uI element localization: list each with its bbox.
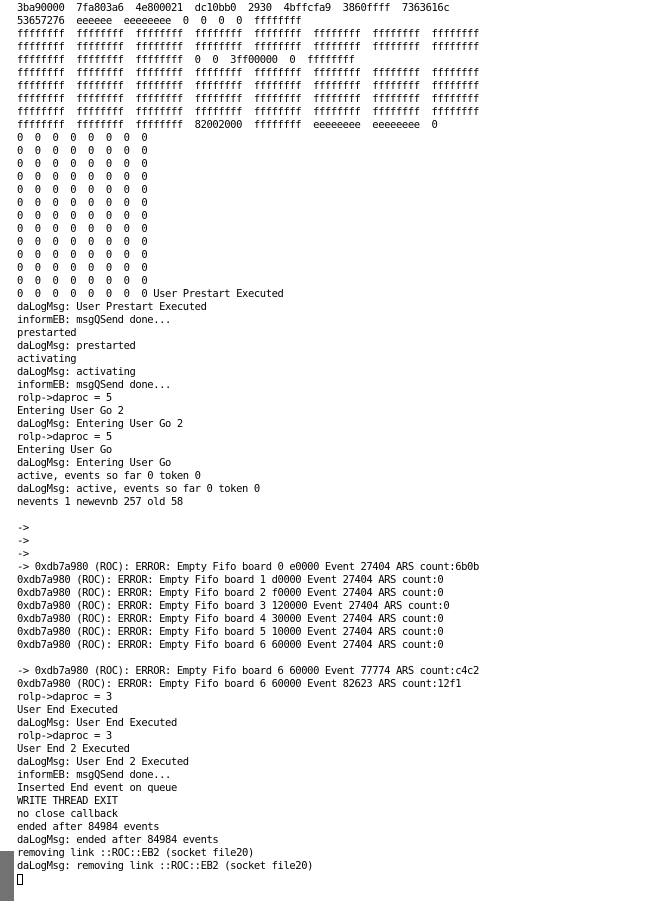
terminal-line: 0xdb7a980 (ROC): ERROR: Empty Fifo board 2 f0000 Event 27404 ARS count:0 bbox=[17, 587, 444, 599]
terminal-line: 0 0 0 0 0 0 0 0 bbox=[17, 236, 148, 248]
terminal-line: 0xdb7a980 (ROC): ERROR: Empty Fifo board 1 d0000 Event 27404 ARS count:0 bbox=[17, 574, 444, 586]
terminal-output bbox=[17, 2, 647, 885]
scrollbar-thumb[interactable] bbox=[0, 851, 14, 901]
terminal-line bbox=[17, 652, 647, 665]
terminal-scrollbar[interactable] bbox=[0, 0, 14, 901]
terminal-line: 0 0 0 0 0 0 0 0 bbox=[17, 262, 148, 274]
terminal-line: 0 0 0 0 0 0 0 0 bbox=[17, 171, 148, 183]
terminal-line: 0 0 0 0 0 0 0 0 bbox=[17, 158, 148, 170]
terminal-line: rolp->daproc = 3 bbox=[17, 691, 112, 703]
terminal-line: Entering User Go bbox=[17, 444, 112, 456]
terminal-line: 0 0 0 0 0 0 0 0 bbox=[17, 210, 148, 222]
terminal-line: 0xdb7a980 (ROC): ERROR: Empty Fifo board 6 60000 Event 82623 ARS count:12f1 bbox=[17, 678, 462, 690]
terminal-line: ffffffff ffffffff ffffffff ffffffff ffffffff ffffffff ffffffff ffffffff bbox=[17, 41, 479, 53]
terminal-line: 0xdb7a980 (ROC): ERROR: Empty Fifo board 5 10000 Event 27404 ARS count:0 bbox=[17, 626, 444, 638]
terminal-line: daLogMsg: ended after 84984 events bbox=[17, 834, 219, 846]
terminal-line: no close callback bbox=[17, 808, 118, 820]
terminal-line: ffffffff ffffffff ffffffff ffffffff ffffffff ffffffff ffffffff ffffffff bbox=[17, 80, 479, 92]
terminal-line: active, events so far 0 token 0 bbox=[17, 470, 201, 482]
terminal-line: -> bbox=[17, 535, 29, 547]
terminal-line: informEB: msgQSend done... bbox=[17, 769, 171, 781]
terminal-line: 0 0 0 0 0 0 0 0 User Prestart Executed bbox=[17, 288, 284, 300]
terminal-line: 0 0 0 0 0 0 0 0 bbox=[17, 249, 148, 261]
terminal-line: ffffffff ffffffff ffffffff 82002000 ffffffff eeeeeeee eeeeeeee 0 bbox=[17, 119, 438, 131]
terminal-line: Entering User Go 2 bbox=[17, 405, 124, 417]
terminal-line: daLogMsg: User End Executed bbox=[17, 717, 177, 729]
terminal-line: -> bbox=[17, 548, 29, 560]
terminal-line: 0xdb7a980 (ROC): ERROR: Empty Fifo board 4 30000 Event 27404 ARS count:0 bbox=[17, 613, 444, 625]
terminal-line: daLogMsg: Entering User Go 2 bbox=[17, 418, 183, 430]
terminal-line: rolp->daproc = 3 bbox=[17, 730, 112, 742]
terminal-line: daLogMsg: User End 2 Executed bbox=[17, 756, 189, 768]
terminal-line: daLogMsg: removing link ::ROC::EB2 (socket file20) bbox=[17, 860, 314, 872]
terminal-line: -> 0xdb7a980 (ROC): ERROR: Empty Fifo board 6 60000 Event 77774 ARS count:c4c2 bbox=[17, 665, 479, 677]
terminal-line: WRITE THREAD EXIT bbox=[17, 795, 118, 807]
terminal-line: ffffffff ffffffff ffffffff ffffffff ffffffff ffffffff ffffffff ffffffff bbox=[17, 106, 479, 118]
terminal-line: 0xdb7a980 (ROC): ERROR: Empty Fifo board 3 120000 Event 27404 ARS count:0 bbox=[17, 600, 450, 612]
terminal-line: daLogMsg: activating bbox=[17, 366, 136, 378]
terminal-line: 0 0 0 0 0 0 0 0 bbox=[17, 223, 148, 235]
terminal-line: Inserted End event on queue bbox=[17, 782, 177, 794]
terminal-line: 0 0 0 0 0 0 0 0 bbox=[17, 132, 148, 144]
terminal-line: 0 0 0 0 0 0 0 0 bbox=[17, 145, 148, 157]
terminal-line: 0xdb7a980 (ROC): ERROR: Empty Fifo board 6 60000 Event 27404 ARS count:0 bbox=[17, 639, 444, 651]
terminal-line: ffffffff ffffffff ffffffff 0 0 3ff00000 0 ffffffff bbox=[17, 54, 355, 66]
terminal-line: ffffffff ffffffff ffffffff ffffffff ffffffff ffffffff ffffffff ffffffff bbox=[17, 93, 479, 105]
terminal-line: nevents 1 newevnb 257 old 58 bbox=[17, 496, 183, 508]
terminal-line: informEB: msgQSend done... bbox=[17, 379, 171, 391]
terminal-line: ffffffff ffffffff ffffffff ffffffff ffffffff ffffffff ffffffff ffffffff bbox=[17, 28, 479, 40]
terminal-line: User End 2 Executed bbox=[17, 743, 130, 755]
terminal-line: 53657276 eeeeee eeeeeeee 0 0 0 0 ffffffff bbox=[17, 15, 302, 27]
terminal-line: -> bbox=[17, 522, 29, 534]
terminal-line: ffffffff ffffffff ffffffff ffffffff ffffffff ffffffff ffffffff ffffffff bbox=[17, 67, 479, 79]
terminal-line: daLogMsg: Entering User Go bbox=[17, 457, 171, 469]
terminal-line: 0 0 0 0 0 0 0 0 bbox=[17, 197, 148, 209]
terminal-line: rolp->daproc = 5 bbox=[17, 392, 112, 404]
terminal-line: ended after 84984 events bbox=[17, 821, 160, 833]
terminal-line: 0 0 0 0 0 0 0 0 bbox=[17, 184, 148, 196]
terminal-line: 3ba90000 7fa803a6 4e800021 dc10bb0 2930 4bffcfa9 3860ffff 7363616c bbox=[17, 2, 450, 14]
terminal-line: activating bbox=[17, 353, 77, 365]
terminal-line: daLogMsg: prestarted bbox=[17, 340, 136, 352]
terminal-line: informEB: msgQSend done... bbox=[17, 314, 171, 326]
terminal-line: rolp->daproc = 5 bbox=[17, 431, 112, 443]
text-cursor[interactable] bbox=[17, 874, 23, 885]
terminal-line bbox=[17, 509, 647, 522]
terminal-line: daLogMsg: User Prestart Executed bbox=[17, 301, 207, 313]
terminal-line: User End Executed bbox=[17, 704, 118, 716]
terminal-line: removing link ::ROC::EB2 (socket file20) bbox=[17, 847, 254, 859]
terminal-line: -> 0xdb7a980 (ROC): ERROR: Empty Fifo board 0 e0000 Event 27404 ARS count:6b0b bbox=[17, 561, 479, 573]
terminal-line: prestarted bbox=[17, 327, 77, 339]
terminal-line: 0 0 0 0 0 0 0 0 bbox=[17, 275, 148, 287]
terminal-line: daLogMsg: active, events so far 0 token 0 bbox=[17, 483, 260, 495]
